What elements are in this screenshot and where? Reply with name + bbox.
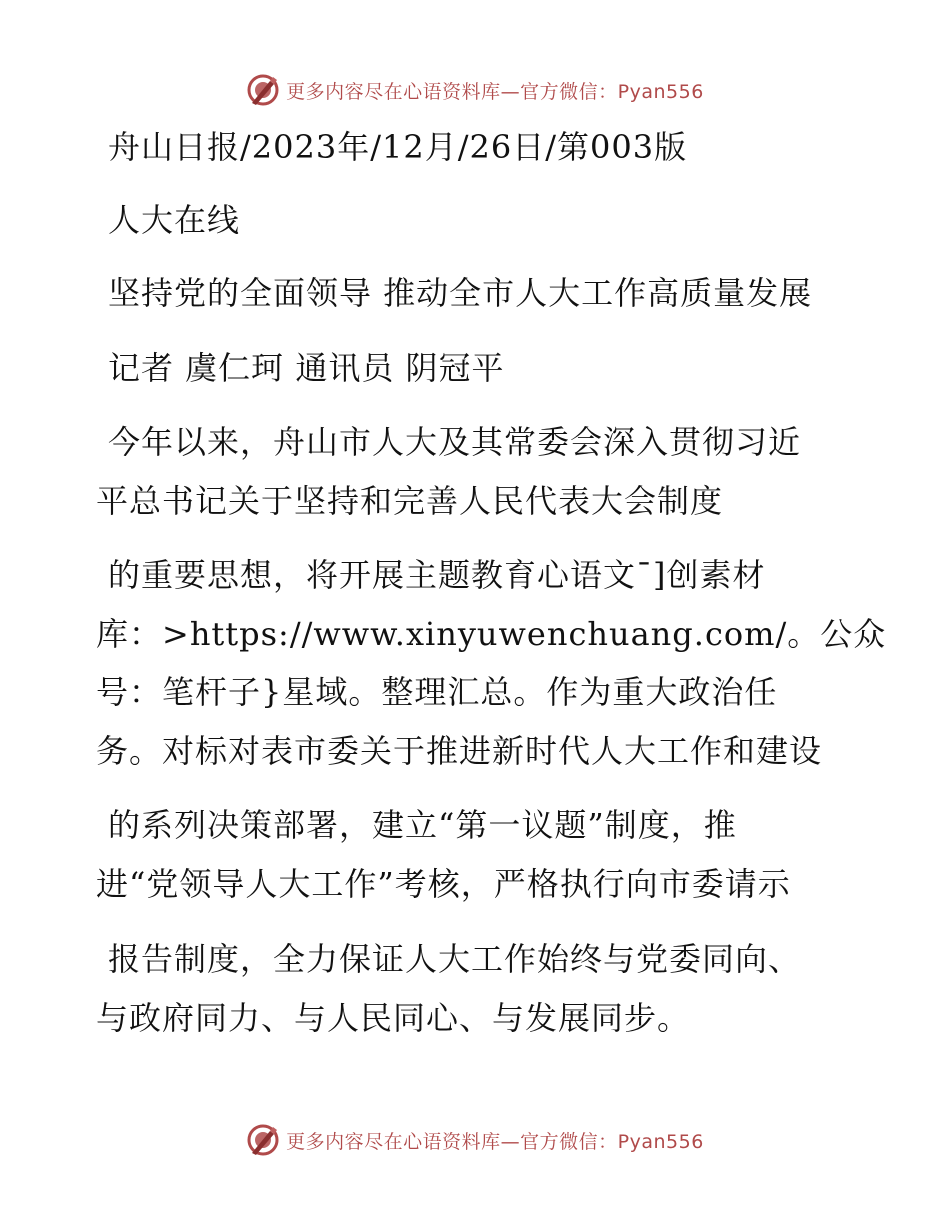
doc-line-body: 平总书记关于坚持和完善人民代表大会制度 xyxy=(96,482,724,520)
footer-banner xyxy=(0,1120,950,1160)
header-banner-text: 更多内容尽在心语资料库—官方微信：Pyan556 xyxy=(286,80,704,103)
doc-line-body: 进“党领导人大工作”考核，严格执行向市委请示 xyxy=(96,865,791,903)
doc-line-body: 库：>https://www.xinyuwenchuang.com/。公众 xyxy=(96,615,887,653)
header-banner xyxy=(0,70,950,110)
doc-line-body: 号：笔杆子}星域。整理汇总。作为重大政治任 xyxy=(96,673,778,711)
doc-line-body: 与政府同力、与人民同心、与发展同步。 xyxy=(96,999,691,1037)
pen-seal-logo-icon xyxy=(246,73,280,107)
doc-line-byline: 记者 虞仁珂 通讯员 阴冠平 xyxy=(108,349,505,387)
doc-line-body: 的重要思想，将开展主题教育心语文¯]创素材 xyxy=(108,556,766,594)
doc-line-body: 今年以来，舟山市人大及其常委会深入贯彻习近 xyxy=(108,423,802,461)
doc-line-body: 的系列决策部署，建立“第一议题”制度，推 xyxy=(108,806,737,844)
doc-line-body: 报告制度，全力保证人大工作始终与党委同向、 xyxy=(108,940,802,978)
footer-banner-text: 更多内容尽在心语资料库—官方微信：Pyan556 xyxy=(286,1130,704,1153)
doc-line-column: 人大在线 xyxy=(108,201,241,239)
pen-seal-logo-icon xyxy=(246,1123,280,1157)
doc-line-body: 务。对标对表市委关于推进新时代人大工作和建设 xyxy=(96,732,823,770)
doc-line-headline: 坚持党的全面领导 推动全市人大工作高质量发展 xyxy=(108,274,813,312)
doc-line-source: 舟山日报/2023年/12月/26日/第003版 xyxy=(108,128,688,166)
